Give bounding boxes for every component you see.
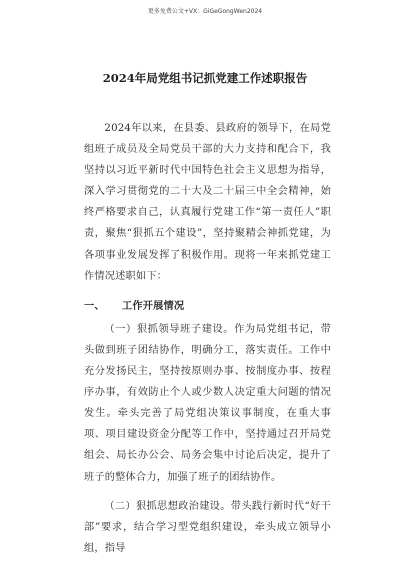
paragraph-leadership: （一）狠抓领导班子建设。作为局党组书记，带头做到班子团结协作，明确分工，落实责任。工作中充分发扬民主，坚持按原则办事、按制度办事、按程序办事，有效防止个人或少数人决定重大问题的情况发生。牵头完善了局党组决策议事制度，在重大事项、项目建设资金分配等工作中，坚持通过召开局党组会、局长办公会、局务会集中讨论后决定，提升了班子的整体合力，加强了班子的团结协作。	[84, 323, 331, 483]
paragraph-gap	[84, 488, 331, 496]
header-note: 更多免费公文+VX：GiGeGongWen2024	[147, 8, 263, 15]
document-title: 2024年局党组书记抓党建工作述职报告	[102, 71, 308, 85]
intro-paragraph: 2024年以来，在县委、县政府的领导下，在局党组班子成员及全局党员干部的大力支持和配合下，我坚持以习近平新时代中国特色社会主义思想为指导，深入学习贯彻党的二十大及二十届三中全会精神，始终严格要求自己，认真履行党建工作“第一责任人”职责，聚焦“狠抓五个建设”，坚持聚精会神抓党建，为各项事业发展发挥了积极作用。现将一年来抓党建工作情况述职如下：	[84, 123, 331, 282]
document-body	[84, 118, 331, 559]
paragraph-ideology: （二）狠抓思想政治建设。带头践行新时代“好干部”要求，结合学习型党组织建设，牵头成立领导小组，指导	[84, 500, 331, 554]
section-heading-text: 工作开展情况	[122, 299, 185, 312]
section-heading	[84, 296, 331, 317]
paragraph-gap	[84, 287, 331, 295]
section-number: 一、	[84, 299, 105, 312]
